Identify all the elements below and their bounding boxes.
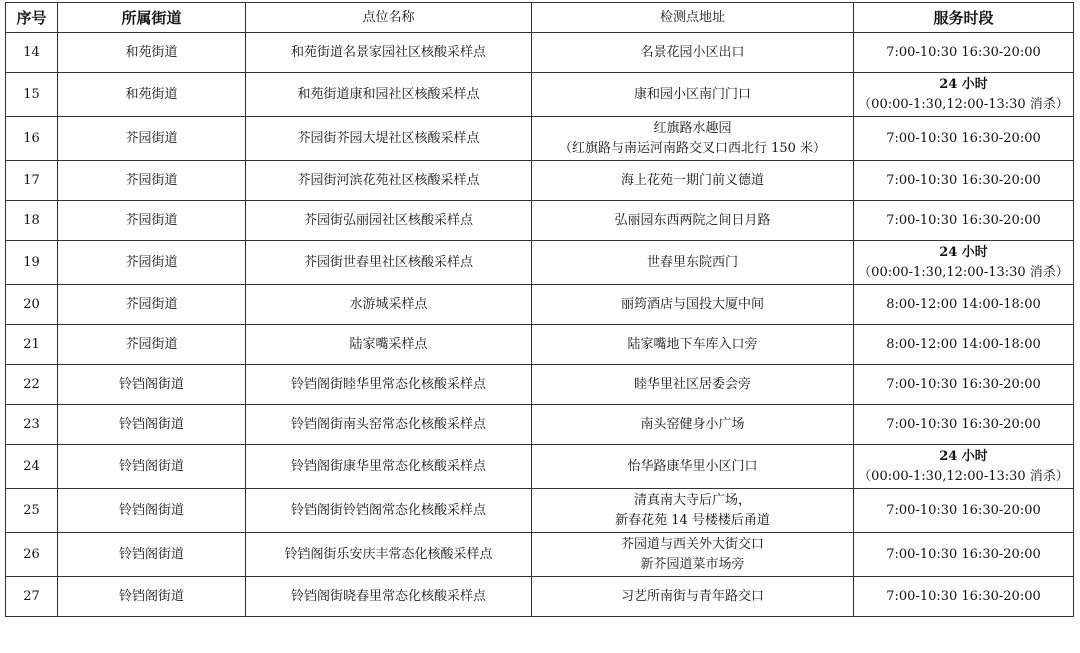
row-index: 24 [6, 445, 58, 489]
address-line: 世春里东院西门 [646, 254, 738, 270]
table-row [6, 73, 1074, 117]
row-site-name: 和苑街道康和园社区核酸采样点 [246, 73, 532, 117]
table-row [6, 161, 1074, 201]
row-street: 铃铛阁街道 [58, 533, 246, 577]
row-address [532, 161, 854, 201]
table-row [6, 325, 1074, 365]
row-address [532, 533, 854, 577]
row-address [532, 117, 854, 161]
table-row [6, 405, 1074, 445]
row-street: 芥园街道 [58, 241, 246, 285]
address-line: 芥园道与西关外大街交口 [620, 536, 764, 552]
row-street: 芥园街道 [58, 161, 246, 201]
row-index: 26 [6, 533, 58, 577]
row-address [532, 285, 854, 325]
service-hours-line: 7:00-10:30 16:30-20:00 [886, 588, 1041, 604]
row-site-name: 铃铛阁街南头窑常态化核酸采样点 [246, 405, 532, 445]
table-row [6, 445, 1074, 489]
service-hours-line: 8:00-12:00 14:00-18:00 [886, 296, 1041, 312]
address-line: 新春花苑 14 号楼楼后甬道 [615, 512, 770, 528]
row-street: 芥园街道 [58, 201, 246, 241]
header-service-hours: 服务时段 [854, 3, 1074, 33]
service-hours-line: 7:00-10:30 16:30-20:00 [886, 546, 1041, 562]
row-index: 21 [6, 325, 58, 365]
row-service-hours [854, 577, 1074, 617]
row-street: 铃铛阁街道 [58, 365, 246, 405]
row-index: 17 [6, 161, 58, 201]
row-address [532, 405, 854, 445]
address-line: 新芥园道菜市场旁 [640, 556, 745, 572]
row-index: 20 [6, 285, 58, 325]
header-street: 所属街道 [58, 3, 246, 33]
disinfection-note: （00:00-1:30,12:00-13:30 消杀） [858, 468, 1069, 484]
row-site-name: 芥园街世春里社区核酸采样点 [246, 241, 532, 285]
address-line: 清真南大寺后广场， [633, 492, 751, 508]
address-line: 习艺所南街与青年路交口 [620, 588, 764, 604]
row-index: 16 [6, 117, 58, 161]
disinfection-note: （00:00-1:30,12:00-13:30 消杀） [858, 96, 1069, 112]
row-street: 铃铛阁街道 [58, 577, 246, 617]
row-site-name: 芥园街弘丽园社区核酸采样点 [246, 201, 532, 241]
service-hours-line: 7:00-10:30 16:30-20:00 [886, 502, 1041, 518]
row-service-hours [854, 33, 1074, 73]
table-row [6, 577, 1074, 617]
row-site-name: 铃铛阁街铃铛阁常态化核酸采样点 [246, 489, 532, 533]
row-site-name: 铃铛阁街乐安庆丰常态化核酸采样点 [246, 533, 532, 577]
address-line: 红旗路水趣园 [653, 120, 732, 136]
row-address [532, 577, 854, 617]
row-service-hours [854, 365, 1074, 405]
table-row [6, 117, 1074, 161]
row-index: 14 [6, 33, 58, 73]
row-address [532, 73, 854, 117]
row-street: 和苑街道 [58, 33, 246, 73]
address-line: 丽筠酒店与国投大厦中间 [620, 296, 764, 312]
row-site-name: 铃铛阁街睦华里常态化核酸采样点 [246, 365, 532, 405]
row-service-hours [854, 533, 1074, 577]
row-street: 铃铛阁街道 [58, 445, 246, 489]
row-address [532, 325, 854, 365]
row-service-hours [854, 161, 1074, 201]
address-line: 怡华路康华里小区门口 [627, 458, 758, 474]
header-site-name: 点位名称 [246, 3, 532, 33]
service-hours-line: 7:00-10:30 16:30-20:00 [886, 44, 1041, 60]
row-service-hours [854, 241, 1074, 285]
table-header-row [6, 3, 1074, 33]
table-row [6, 241, 1074, 285]
row-service-hours [854, 117, 1074, 161]
row-index: 19 [6, 241, 58, 285]
disinfection-note: （00:00-1:30,12:00-13:30 消杀） [858, 264, 1069, 280]
table-row [6, 489, 1074, 533]
row-service-hours [854, 325, 1074, 365]
address-line: 陆家嘴地下车库入口旁 [627, 336, 758, 352]
service-hours-line: 7:00-10:30 16:30-20:00 [886, 376, 1041, 392]
address-line: 睦华里社区居委会旁 [633, 376, 751, 392]
service-hours-line: 7:00-10:30 16:30-20:00 [886, 416, 1041, 432]
table-row [6, 285, 1074, 325]
row-index: 22 [6, 365, 58, 405]
table-row [6, 33, 1074, 73]
row-index: 23 [6, 405, 58, 445]
table-row [6, 201, 1074, 241]
row-site-name: 水游城采样点 [246, 285, 532, 325]
row-address [532, 33, 854, 73]
row-site-name: 陆家嘴采样点 [246, 325, 532, 365]
row-site-name: 铃铛阁街康华里常态化核酸采样点 [246, 445, 532, 489]
row-service-hours [854, 405, 1074, 445]
service-hours-line: 24 小时 [939, 448, 988, 464]
row-address [532, 445, 854, 489]
address-line: 名景花园小区出口 [640, 44, 745, 60]
service-hours-line: 7:00-10:30 16:30-20:00 [886, 212, 1041, 228]
row-site-name: 芥园街河滨花苑社区核酸采样点 [246, 161, 532, 201]
row-address [532, 241, 854, 285]
row-address [532, 365, 854, 405]
address-line: 海上花苑一期门前义德道 [620, 172, 764, 188]
row-site-name: 和苑街道名景家园社区核酸采样点 [246, 33, 532, 73]
address-line: 南头窑健身小广场 [640, 416, 745, 432]
service-hours-line: 24 小时 [939, 76, 988, 92]
row-street: 铃铛阁街道 [58, 489, 246, 533]
header-index: 序号 [6, 3, 58, 33]
row-street: 和苑街道 [58, 73, 246, 117]
row-site-name: 铃铛阁街晓春里常态化核酸采样点 [246, 577, 532, 617]
row-service-hours [854, 73, 1074, 117]
testing-sites-table [5, 2, 1074, 617]
table-row [6, 365, 1074, 405]
row-site-name: 芥园街芥园大堤社区核酸采样点 [246, 117, 532, 161]
service-hours-line: 7:00-10:30 16:30-20:00 [886, 172, 1041, 188]
address-line: 康和园小区南门门口 [633, 86, 751, 102]
row-street: 芥园街道 [58, 285, 246, 325]
row-street: 芥园街道 [58, 117, 246, 161]
row-service-hours [854, 201, 1074, 241]
row-index: 27 [6, 577, 58, 617]
row-index: 15 [6, 73, 58, 117]
row-address [532, 201, 854, 241]
service-hours-line: 7:00-10:30 16:30-20:00 [886, 130, 1041, 146]
row-service-hours [854, 285, 1074, 325]
service-hours-line: 8:00-12:00 14:00-18:00 [886, 336, 1041, 352]
table-row [6, 533, 1074, 577]
address-line: 弘丽园东西两院之间日月路 [614, 212, 771, 228]
row-street: 铃铛阁街道 [58, 405, 246, 445]
service-hours-line: 24 小时 [939, 244, 988, 260]
row-street: 芥园街道 [58, 325, 246, 365]
row-index: 18 [6, 201, 58, 241]
row-service-hours [854, 445, 1074, 489]
table-body [6, 33, 1074, 617]
address-line: （红旗路与南运河南路交叉口西北行 150 米） [558, 140, 827, 156]
row-address [532, 489, 854, 533]
row-service-hours [854, 489, 1074, 533]
header-address: 检测点地址 [532, 3, 854, 33]
row-index: 25 [6, 489, 58, 533]
